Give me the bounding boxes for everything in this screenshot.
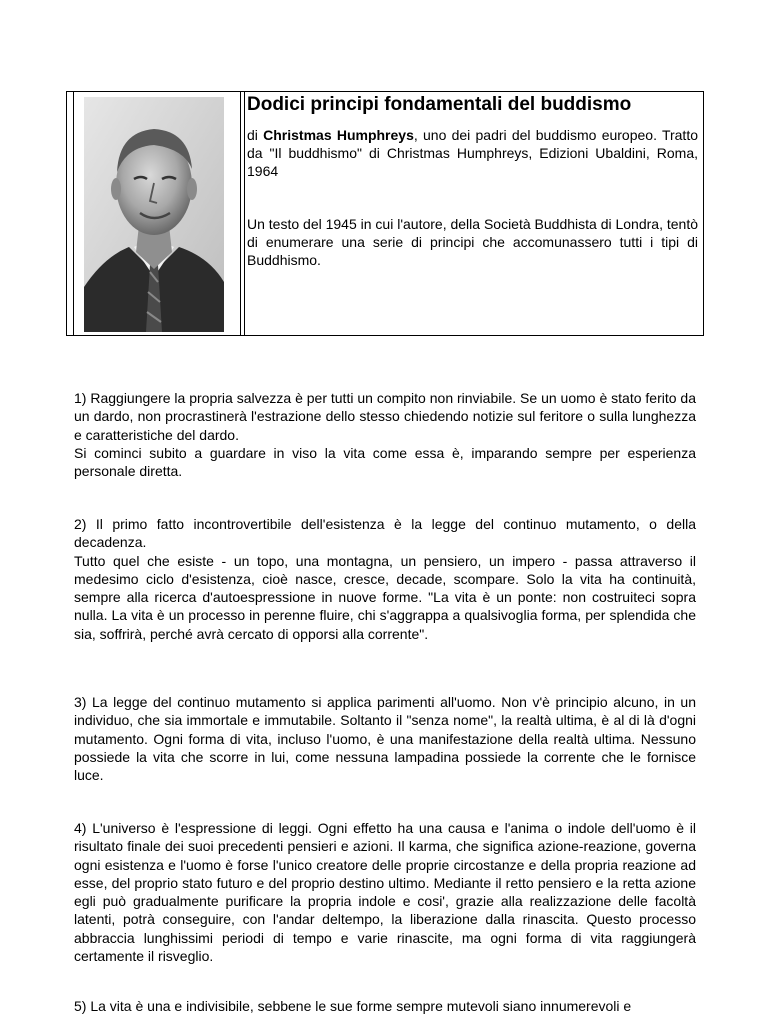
principle-line: Tutto quel che esiste - un topo, una montagna, un pensiero, un impero - passa attraverso il medesimo ciclo d'esistenza, cioè nasce, cresce, decade, scompare. Solo la vita ha continuità, sempre alla ricerca d'autoespressione in nuove forme. "La vita è un ponte: non costruiteci sopra nulla. La vita è un processo in perenne fluire, chi s'aggrappa a qualsivoglia forma, per splendida che sia, soffrirà, perché avrà cercato di opporsi alla corrente". (74, 552, 696, 642)
principle-5 (74, 997, 696, 1015)
table-rule-photo-right (240, 92, 241, 335)
principle-line: Si cominci subito a guardare in viso la vita come essa è, imparando sempre per esperienza personale diretta. (74, 444, 696, 480)
author-name: Christmas Humphreys (263, 127, 414, 143)
byline-prefix: di (247, 127, 264, 143)
header-text-cell (247, 94, 698, 269)
principle-line: 5) La vita è una e indivisibile, sebbene le sue forme sempre mutevoli siano innumerevoli e (74, 998, 632, 1014)
principle-2 (74, 515, 696, 643)
byline (247, 126, 698, 180)
table-rule-left (73, 92, 74, 335)
author-portrait (84, 97, 224, 332)
principle-line: 1) Raggiungere la propria salvezza è per tutti un compito non rinviabile. Se un uomo è stato ferito da un dardo, non procrastinerà l'estrazione dello stesso chiedendo notizie sul feritore o sulla lunghezza e caratteristiche del dardo. (74, 390, 696, 443)
principle-4 (74, 819, 696, 965)
principle-line: 4) L'universo è l'espressione di leggi. Ogni effetto ha una causa e l'anima o indole dell'uomo è il risultato finale dei suoi precedenti pensieri e azioni. Il karma, che significa azione-reazione, governa ogni esistenza e l'uomo è forse l'unico creatore delle proprie circostanze e della propria reazione ad esse, del proprio stato futuro e del proprio destino ultimo. Mediante il retto pensiero e la retta azione egli può gradualmente purificare la propria indole e cosi', grazie alla realizzazione delle facoltà latenti, potrà conseguire, con l'andar deltempo, la liberazione dalla rinascita. Questo processo abbraccia lunghissimi periodi di tempo e varie rinascite, ma ogni forma di vita raggiungerà certamente il risveglio. (74, 820, 696, 965)
table-rule-text-left (244, 92, 245, 335)
principle-1 (74, 389, 696, 480)
byline-source: , uno dei padri del buddismo europeo. Tratto da "Il buddhismo" di Christmas Humphreys, Edizioni Ubaldini, Roma, 1964 (247, 127, 698, 179)
principle-3 (74, 693, 696, 784)
document-title: Dodici principi fondamentali del buddismo (247, 94, 632, 115)
principle-line: 2) Il primo fatto incontrovertibile dell'esistenza è la legge del continuo mutamento, o della decadenza. (74, 516, 696, 551)
document-description: Un testo del 1945 in cui l'autore, della Società Buddhista di Londra, tentò di enumerare una serie di principi che accomunassero tutti i tipi di Buddhismo. (247, 216, 698, 268)
principle-line: 3) La legge del continuo mutamento si applica parimenti all'uomo. Non v'è principio alcuno, in un individuo, che sia immortale e immutabile. Soltanto il "senza nome", la realtà ultima, è al di là d'ogni mutamento. Ogni forma di vita, incluso l'uomo, è una manifestazione della realtà ultima. Nessuno possiede la vita che scorre in lui, come nessuna lampadina possiede la corrente che le fornisce luce. (74, 694, 696, 784)
